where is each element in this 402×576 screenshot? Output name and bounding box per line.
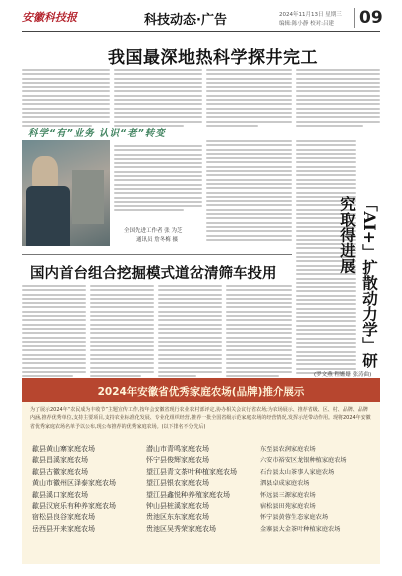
masthead (0, 0, 402, 34)
list-item: 石台县太山茶事人家庭农场 (260, 468, 335, 476)
list-item: 六安市裕安区龙银种植家庭农场 (260, 457, 347, 465)
notice-list-col-3 (260, 444, 376, 535)
subhead-banner: 科学“有”业务 认识“老”转变 (28, 128, 166, 139)
photo-caption-name: 全国先进工作者 张 为芝 (124, 228, 183, 234)
notice-box (22, 378, 380, 564)
section-divider (22, 254, 292, 255)
main-body-col-2 (114, 69, 202, 129)
list-item: 怀远县三源家庭农场 (260, 491, 316, 499)
editor-line: 编辑:陈小静 校对:吕建 (279, 21, 334, 27)
list-item: 岳西县开来家庭农场 (32, 524, 95, 533)
list-item: 歙县黄山寨家庭农场 (32, 445, 95, 453)
list-item: 望江县鑫悦种养殖家庭农场 (146, 490, 230, 499)
second-headline: 国内首台组合挖掘模式道岔清筛车投用 (30, 265, 277, 282)
list-item: 黄山市徽州区泽泰家庭农场 (32, 479, 116, 488)
list-item: 歙县溪口家庭农场 (32, 490, 88, 499)
main-body-col-4 (296, 69, 380, 129)
list-item: 金寨县大金茶叶种植家庭农场 (260, 525, 341, 533)
section-title: 科技动态·广告 (144, 13, 227, 28)
second-body-col-2 (90, 285, 154, 380)
notice-list-col-1 (32, 444, 144, 535)
list-item: 泗县卓成家庭农场 (260, 480, 310, 488)
list-item: 宿松县良谷家庭农场 (32, 513, 95, 522)
notice-title-bar (22, 380, 380, 402)
second-body-col-3 (158, 285, 222, 380)
list-item: 潜山市青鸣家庭农场 (146, 445, 209, 453)
list-item: 贵池区东东家庭农场 (146, 513, 209, 522)
list-item: 怀宁县俊辉家庭农场 (146, 456, 209, 465)
article-photo (22, 140, 110, 246)
notice-intro: 为了展示2024年“农民成为丰收节”主题宣传工作,按年会安徽省现行农业农村部评定,协办相关会议行省农场;为农场展示、推荐省级、区、村、品牌、品牌内涵,推荐优秀单位,支持主要项目,支持农业标准化发展、专业化组织经营,推荐一批全国省级示范家庭农场的经营情况,发挥示范带动作用。现将2024年安徽省优秀家庭农场名单予以公布,现公布推荐的优秀家庭农场。(以下排名不分先后) (30, 407, 371, 430)
list-item: 钟山县桩溪家庭农场 (146, 502, 209, 511)
list-item: 宿松县田苑家庭农场 (260, 503, 316, 511)
masthead-rule (22, 31, 380, 32)
list-item: 望江县青文茶叶种植家庭农场 (146, 467, 237, 476)
notice-title: 2024年安徽省优秀家庭农场(品牌)推介展示 (97, 386, 305, 398)
second-body-col-4 (226, 285, 292, 380)
main-body-col-3 (206, 69, 292, 129)
page-number-box (354, 8, 383, 28)
main-body-col-1 (22, 69, 110, 129)
newspaper-logo: 安徽科技报 (22, 11, 77, 24)
main-body-col-3b (206, 140, 292, 243)
list-item: 望江县银农家庭农场 (146, 479, 209, 488)
main-headline: 我国最深地热科学探井完工 (108, 48, 318, 68)
list-item: 贵池区吴秀荣家庭农场 (146, 524, 216, 533)
list-item: 歙县古徽家庭农场 (32, 467, 88, 476)
list-item: 歙县昌溪家庭农场 (32, 456, 88, 465)
second-body-col-1 (22, 285, 86, 380)
list-item: 歙县汉宸乐有种养家庭农场 (32, 502, 116, 511)
list-item: 怀宁县黄蓉生态家庭农场 (260, 514, 329, 522)
side-author-credit: (罗文燕 程姗姗 张涛曲) (314, 372, 372, 378)
date-line: 2024年11月13日 星期三 (279, 12, 342, 18)
notice-list-col-2 (146, 444, 258, 535)
side-vertical-headline: 「AI+」扩散动力学」研究取得进展 (338, 196, 379, 368)
list-item: 东至县农润家庭农场 (260, 446, 316, 453)
page-number: 09 (359, 8, 383, 28)
photo-caption-body (114, 145, 202, 214)
photo-caption-credit: 通讯员 詹冬梅 摄 (136, 237, 178, 243)
